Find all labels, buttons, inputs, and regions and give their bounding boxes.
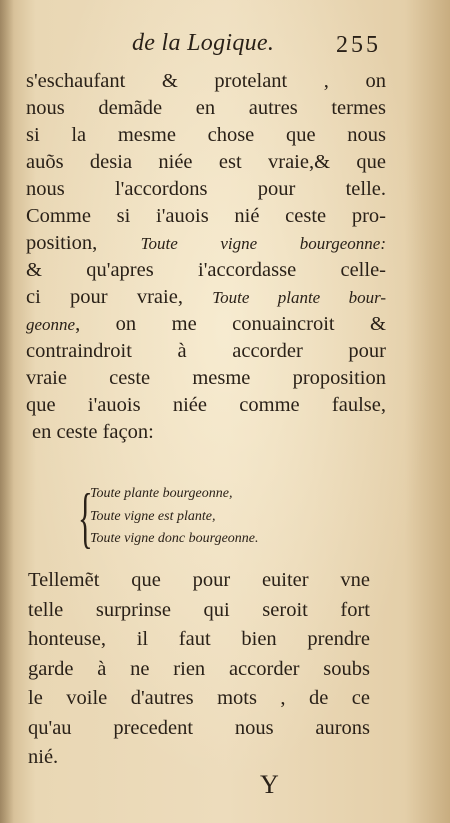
catchword: Y	[260, 770, 279, 799]
minor-premise: Toute vigne est plante,	[90, 508, 216, 524]
text-line: le voile d'autres mots , de ce	[28, 687, 370, 709]
major-premise: Toute plante bourgeonne,	[90, 486, 233, 501]
conclusion: Toute vigne donc bourgeonne.	[90, 531, 259, 546]
text-line: honteuse, il faut bien prendre	[28, 628, 370, 650]
text-line: garde à ne rien accorder soubs	[28, 657, 370, 680]
paragraph-2	[28, 566, 370, 773]
text-line: vraie ceste mesme proposition	[26, 367, 386, 389]
text-line: & qu'apres i'accordasse celle-	[26, 259, 386, 281]
spine-shadow	[0, 0, 14, 823]
text-line: que i'auois niée comme faulse,	[26, 394, 386, 416]
text-line: telle surprinse qui seroit fort	[28, 598, 370, 621]
italic-quote: geonne	[26, 315, 76, 334]
text-line: en ceste façon:	[32, 421, 154, 443]
text-line: s'eschaufant & protelant , on	[26, 70, 386, 92]
text-line: auõs desia niée est vraie,& que	[26, 151, 386, 173]
syllogism-premises	[90, 483, 259, 551]
text-line	[26, 311, 386, 338]
text-line	[26, 230, 386, 257]
text-run: , on me conuaincroit &	[75, 313, 386, 335]
text-run: ci pour vraie,	[26, 286, 183, 308]
page-number: 255	[336, 32, 381, 58]
page-header	[0, 30, 450, 64]
running-title: de la Logique.	[132, 30, 275, 56]
text-line: qu'au precedent nous aurons	[28, 716, 370, 739]
text-line: si la mesme chose que nous	[26, 124, 386, 146]
italic-quote: Toute vigne bourgeonne:	[140, 234, 387, 253]
text-run: position,	[26, 232, 98, 254]
text-line: nié.	[28, 746, 59, 768]
text-line: nous demãde en autres termes	[26, 97, 386, 119]
text-line: contraindroit à accorder pour	[26, 340, 386, 362]
italic-quote: Toute plante bour-	[212, 288, 387, 307]
curly-brace-icon: {	[78, 479, 93, 555]
text-line: Comme si i'auois nié ceste pro-	[26, 205, 386, 227]
text-line: nous l'accordons pour telle.	[26, 178, 386, 200]
paragraph-1	[26, 68, 386, 446]
text-line	[26, 284, 386, 311]
text-line: Tellemẽt que pour euiter vne	[28, 569, 370, 591]
